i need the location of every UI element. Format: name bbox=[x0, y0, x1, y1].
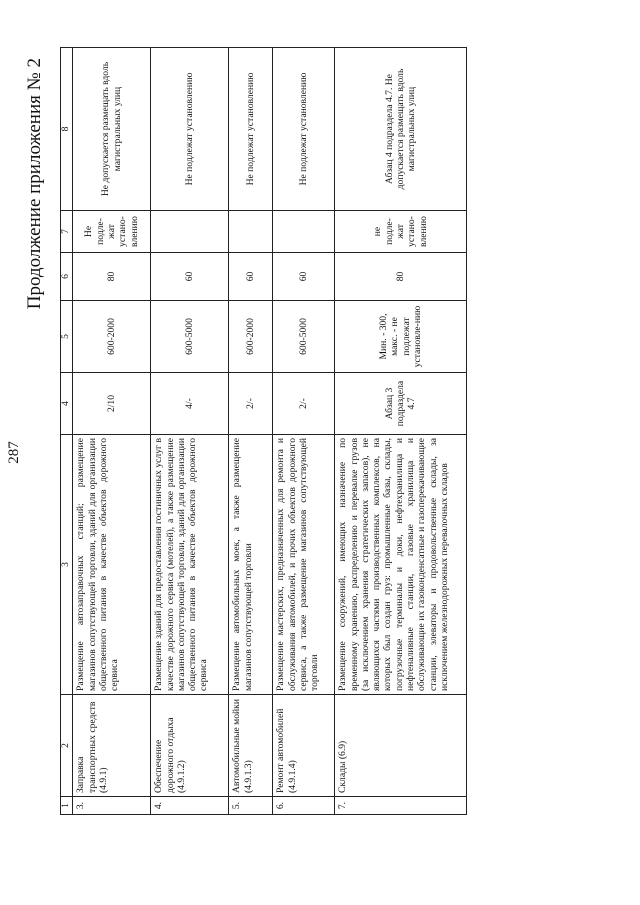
use-type-description: Размещение автозаправочных станций; размещение магазинов сопутствующей торговли, зданий для организации общественного питания в качестве объектов дорожного сервиса bbox=[73, 435, 151, 695]
column-header: 2 bbox=[61, 695, 73, 797]
use-type-name: Склады (6.9) bbox=[335, 695, 467, 797]
use-type-name: Автомобильные мойки (4.9.1.3) bbox=[229, 695, 273, 797]
restrictions-value: Не допускается размещать вдоль магистральных улиц bbox=[73, 48, 151, 211]
floors-value: 2/10 bbox=[73, 373, 151, 435]
table-row bbox=[229, 48, 273, 815]
use-type-name: Ремонт автомобилей (4.9.1.4) bbox=[273, 695, 335, 797]
floors-value: 4/- bbox=[151, 373, 229, 435]
table-row bbox=[273, 48, 335, 815]
floors-value: Абзац 3 подраздела 4.7 bbox=[335, 373, 467, 435]
setback-value: не подле-жат устано-влению bbox=[335, 211, 467, 253]
coverage-value: 80 bbox=[335, 253, 467, 301]
row-number: 3. bbox=[73, 797, 151, 815]
row-number: 5. bbox=[229, 797, 273, 815]
table-row bbox=[151, 48, 229, 815]
plot-area-value: Мин. - 300, макс. - не подлежат установле-нию bbox=[335, 301, 467, 373]
coverage-value: 60 bbox=[273, 253, 335, 301]
land-use-table bbox=[60, 47, 467, 815]
coverage-value: 60 bbox=[229, 253, 273, 301]
row-number: 7. bbox=[335, 797, 467, 815]
column-header: 5 bbox=[61, 301, 73, 373]
use-type-name: Заправка транспортных средств (4.9.1) bbox=[73, 695, 151, 797]
use-type-description: Размещение автомобильных моек, а также размещение магазинов сопутствующей торговли bbox=[229, 435, 273, 695]
use-type-description: Размещение сооружений, имеющих назначение по временному хранению, распределению и перевалке грузов (за исключением хранения стратегических запасов), не являющихся частями производственных комплексов, на которых был создан груз: промышленные базы, склады, погрузочные терминалы и доки, нефтехранилища и нефтеналивные станции, газовые хранилища и обслуживающие их газоконденсатные и газоперекачивающие станции, элеваторы и продовольственные склады, за исключением железнодорожных перевалочных складов bbox=[335, 435, 467, 695]
floors-value: 2/- bbox=[273, 373, 335, 435]
restrictions-value: Не подлежат установлению bbox=[273, 48, 335, 211]
setback-value: Не подле-жат устано-влению bbox=[73, 211, 151, 253]
page-number: 287 bbox=[6, 441, 22, 464]
use-type-name: Обеспечение дорожного отдыха (4.9.1.2) bbox=[151, 695, 229, 797]
setback-value bbox=[151, 211, 229, 253]
column-header: 1 bbox=[61, 797, 73, 815]
plot-area-value: 600-5000 bbox=[273, 301, 335, 373]
row-number: 6. bbox=[273, 797, 335, 815]
plot-area-value: 600-2000 bbox=[73, 301, 151, 373]
restrictions-value: Не подлежат установлению bbox=[229, 48, 273, 211]
column-header: 4 bbox=[61, 373, 73, 435]
use-type-description: Размещение мастерских, предназначенных для ремонта и обслуживания автомобилей, и прочих объектов дорожного сервиса, а также размещение магазинов сопутствующей торговли bbox=[273, 435, 335, 695]
coverage-value: 80 bbox=[73, 253, 151, 301]
column-header: 3 bbox=[61, 435, 73, 695]
plot-area-value: 600-5000 bbox=[151, 301, 229, 373]
floors-value: 2/- bbox=[229, 373, 273, 435]
table-row bbox=[73, 48, 151, 815]
column-number-row bbox=[61, 48, 73, 815]
column-header: 7 bbox=[61, 211, 73, 253]
plot-area-value: 600-2000 bbox=[229, 301, 273, 373]
setback-value bbox=[229, 211, 273, 253]
column-header: 8 bbox=[61, 48, 73, 211]
row-number: 4. bbox=[151, 797, 229, 815]
restrictions-value: Абзац 4 подраздела 4.7. Не допускается размещать вдоль магистральных улиц bbox=[335, 48, 467, 211]
continuation-title: Продолжение приложения № 2 bbox=[24, 58, 45, 310]
table-row bbox=[335, 48, 467, 815]
restrictions-value: Не подлежат установлению bbox=[151, 48, 229, 211]
setback-value bbox=[273, 211, 335, 253]
use-type-description: Размещение зданий для предоставления гостиничных услуг в качестве дорожного сервиса (мотелей), а также размещение магазинов сопутствующей торговли, зданий для организации общественного питания в качестве объектов дорожного сервиса bbox=[151, 435, 229, 695]
column-header: 6 bbox=[61, 253, 73, 301]
coverage-value: 60 bbox=[151, 253, 229, 301]
